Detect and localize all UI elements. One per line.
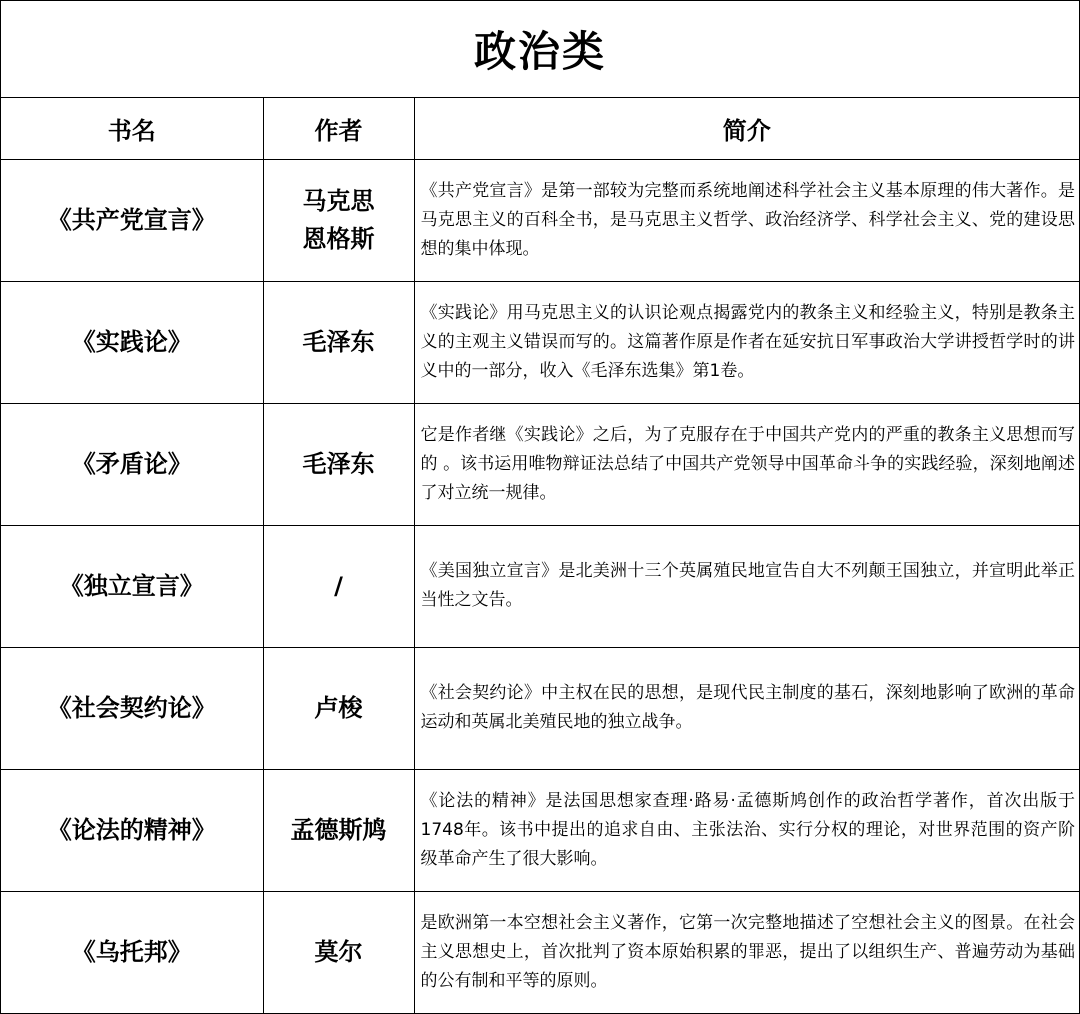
book-author: 莫尔 bbox=[263, 891, 414, 1013]
table-row bbox=[1, 281, 1079, 403]
book-intro: 《论法的精神》是法国思想家查理·路易·孟德斯鸠创作的政治哲学著作，首次出版于1748年。该书中提出的追求自由、主张法治、实行分权的理论，对世界范围的资产阶级革命产生了很大影响。 bbox=[414, 769, 1079, 891]
book-name: 《实践论》 bbox=[1, 281, 263, 403]
table-row bbox=[1, 403, 1079, 525]
book-author bbox=[263, 159, 414, 281]
table-row bbox=[1, 891, 1079, 1013]
header-name: 书名 bbox=[1, 98, 263, 159]
book-author: 毛泽东 bbox=[263, 403, 414, 525]
book-table bbox=[1, 98, 1079, 1013]
book-name: 《独立宣言》 bbox=[1, 525, 263, 647]
title-row bbox=[1, 1, 1079, 98]
book-author: 卢梭 bbox=[263, 647, 414, 769]
book-intro: 《美国独立宣言》是北美洲十三个英属殖民地宣告自大不列颠王国独立，并宣明此举正当性之文告。 bbox=[414, 525, 1079, 647]
table-row bbox=[1, 647, 1079, 769]
book-intro: 它是作者继《实践论》之后，为了克服存在于中国共产党内的严重的教条主义思想而写的 。该书运用唯物辩证法总结了中国共产党领导中国革命斗争的实践经验，深刻地阐述了对立统一规律。 bbox=[414, 403, 1079, 525]
author-line: 马克思 恩格斯 bbox=[302, 187, 375, 253]
book-name: 《共产党宣言》 bbox=[1, 159, 263, 281]
table-row bbox=[1, 769, 1079, 891]
book-intro: 《共产党宣言》是第一部较为完整而系统地阐述科学社会主义基本原理的伟大著作。是马克思主义的百科全书，是马克思主义哲学、政治经济学、科学社会主义、党的建设思想的集中体现。 bbox=[414, 159, 1079, 281]
book-name: 《矛盾论》 bbox=[1, 403, 263, 525]
book-intro: 是欧洲第一本空想社会主义著作，它第一次完整地描述了空想社会主义的图景。在社会主义思想史上，首次批判了资本原始积累的罪恶，提出了以组织生产、普遍劳动为基础的公有制和平等的原则。 bbox=[414, 891, 1079, 1013]
header-row bbox=[1, 98, 1079, 159]
page-title: 政治类 bbox=[473, 27, 606, 76]
book-author: / bbox=[263, 525, 414, 647]
book-author: 孟德斯鸠 bbox=[263, 769, 414, 891]
book-intro: 《社会契约论》中主权在民的思想，是现代民主制度的基石，深刻地影响了欧洲的革命运动和英属北美殖民地的独立战争。 bbox=[414, 647, 1079, 769]
book-name: 《社会契约论》 bbox=[1, 647, 263, 769]
book-name: 《乌托邦》 bbox=[1, 891, 263, 1013]
book-name: 《论法的精神》 bbox=[1, 769, 263, 891]
table-row bbox=[1, 525, 1079, 647]
header-author: 作者 bbox=[263, 98, 414, 159]
header-intro: 简介 bbox=[414, 98, 1079, 159]
book-intro: 《实践论》用马克思主义的认识论观点揭露党内的教条主义和经验主义，特别是教条主义的主观主义错误而写的。这篇著作原是作者在延安抗日军事政治大学讲授哲学时的讲义中的一部分，收入《毛泽东选集》第1卷。 bbox=[414, 281, 1079, 403]
table-row bbox=[1, 159, 1079, 281]
book-author: 毛泽东 bbox=[263, 281, 414, 403]
